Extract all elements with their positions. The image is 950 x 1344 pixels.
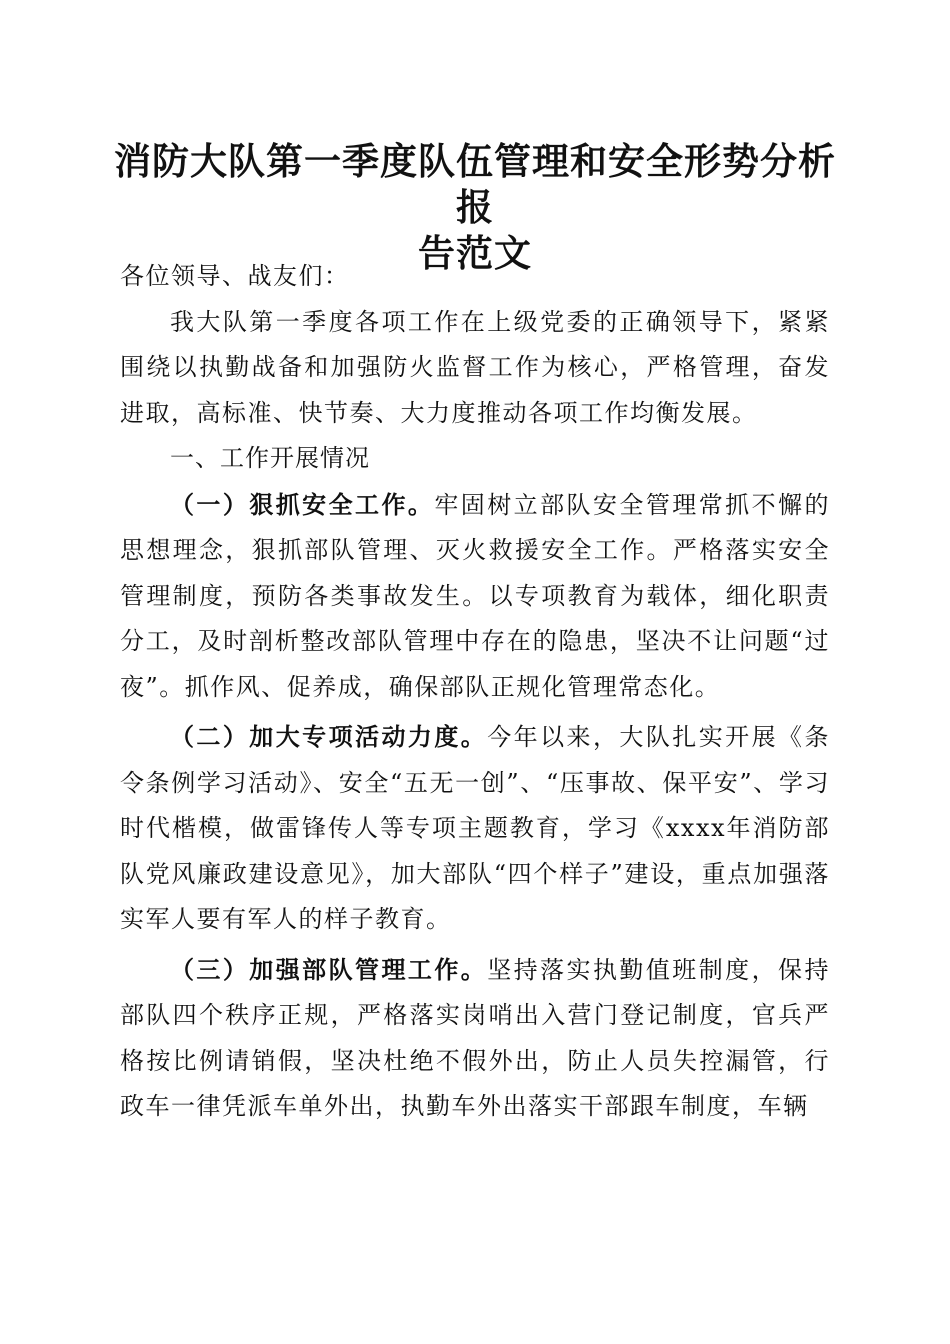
item-lead-special-activities: （二）加大专项活动力度。 (170, 722, 488, 751)
section-heading-work-progress: 一、工作开展情况 (170, 444, 370, 472)
salutation: 各位领导、战友们： (120, 262, 350, 290)
item-paragraph-safety (120, 482, 830, 711)
item-text-safety: 牢固树立部队安全管理常抓不懈的思想理念，狠抓部队管理、灭火救援安全工作。严格落实安全管理制度，预防各类事故发生。以专项教育为载体，细化职责分工，及时剖析整改部队管理中存在的隐患，坚决不让问题“过夜”。抓作风、促养成，确保部队正规化管理常态化。 (120, 490, 830, 701)
item-text-troop-management: 坚持落实执勤值班制度，保持部队四个秩序正规，严格落实岗哨出入营门登记制度，官兵严格按比例请销假，坚决杜绝不假外出，防止人员失控漏管，行政车一律凭派车单外出，执勤车外出落实干部跟车制度，车辆 (120, 955, 830, 1120)
item-paragraph-special-activities (120, 714, 830, 943)
item-paragraph-troop-management (120, 947, 830, 1130)
document-title-line-2: 告范文 (418, 231, 532, 275)
document-title-line-1: 消防大队第一季度队伍管理和安全形势分析报 (114, 139, 836, 229)
item-lead-troop-management: （三）加强部队管理工作。 (170, 954, 488, 984)
item-lead-safety: （一）狠抓安全工作。 (170, 489, 435, 519)
document-body (120, 254, 830, 1130)
item-text-special-activities: 今年以来，大队扎实开展《条令条例学习活动》、安全“五无一创”、“压事故、保平安”、学习时代楷模，做雷锋传人等专项主题教育，学习《xxxx年消防部队党风廉政建设意见》，加大部队“四个样子”建设，重点加强落实军人要有军人的样子教育。 (120, 723, 830, 933)
intro-paragraph: 我大队第一季度各项工作在上级党委的正确领导下，紧紧围绕以执勤战备和加强防火监督工作为核心，严格管理，奋发进取，高标准、快节奏、大力度推动各项工作均衡发展。 (120, 307, 830, 427)
